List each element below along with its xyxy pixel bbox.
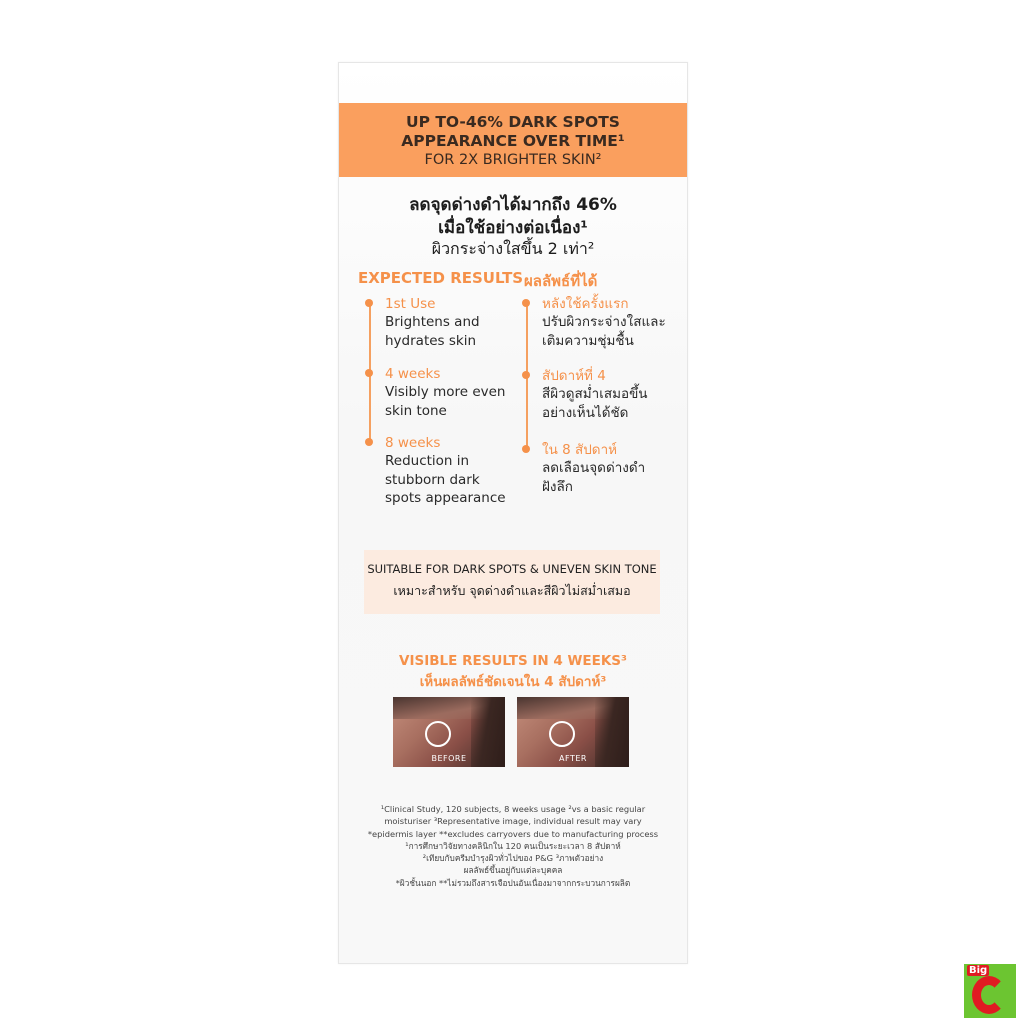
footnote-line: ผลลัพธ์ขึ้นอยู่กับแต่ละบุคคล bbox=[463, 865, 563, 876]
step-label: ใน 8 สัปดาห์ bbox=[542, 442, 618, 458]
step-text: ลดเลือนจุดด่างดำ bbox=[542, 460, 646, 476]
step-text: สีผิวดูสม่ำเสมอขึ้น bbox=[542, 386, 648, 402]
footnote-line: *ผิวชั้นนอก **ไม่รวมถึงสารเจือปนอันเนื่องมาจากกระบวนการผลิต bbox=[395, 877, 631, 888]
step-text: ฝังลึก bbox=[542, 478, 573, 495]
before-label: BEFORE bbox=[431, 754, 467, 763]
step-text: spots appearance bbox=[385, 490, 506, 506]
step-text: Brightens and bbox=[385, 314, 480, 330]
timeline-dot bbox=[365, 438, 373, 446]
step-label: สัปดาห์ที่ 4 bbox=[542, 368, 606, 384]
logo-c-shape bbox=[972, 976, 1006, 1014]
step-label: หลังใช้ครั้งแรก bbox=[542, 296, 629, 312]
timeline-dot bbox=[522, 445, 530, 453]
expected-results-title: EXPECTED RESULTS bbox=[358, 269, 524, 287]
after-photo bbox=[517, 697, 629, 767]
highlight-circle-icon bbox=[549, 721, 575, 747]
thai-headline-1: ลดจุดด่างดำได้มากถึง 46% bbox=[409, 195, 617, 215]
step-label: 8 weeks bbox=[385, 435, 441, 451]
step-text: hydrates skin bbox=[385, 332, 477, 349]
timeline-step bbox=[542, 295, 666, 350]
after-label: AFTER bbox=[559, 754, 587, 763]
thai-headline-3: ผิวกระจ่างใสขึ้น 2 เท่า² bbox=[431, 239, 595, 258]
step-text: ปรับผิวกระจ่างใสและ bbox=[542, 314, 666, 330]
product-panel bbox=[338, 62, 688, 964]
big-c-logo bbox=[964, 964, 1016, 1018]
step-text: เติมความชุ่มชื้น bbox=[542, 332, 634, 349]
before-photo bbox=[393, 697, 505, 767]
step-text: Visibly more even bbox=[385, 384, 506, 400]
footnote-line: *epidermis layer **excludes carryovers due to manufacturing process bbox=[367, 828, 659, 839]
timeline-dot bbox=[522, 371, 530, 379]
timeline-step bbox=[542, 367, 648, 422]
headline-banner bbox=[339, 103, 687, 177]
visible-results-title: VISIBLE RESULTS IN 4 WEEKS³ bbox=[399, 653, 627, 669]
step-label: 1st Use bbox=[385, 296, 436, 312]
step-text: stubborn dark bbox=[385, 471, 480, 488]
timeline-dot bbox=[365, 299, 373, 307]
visible-results-thai-title: เห็นผลลัพธ์ชัดเจนใน 4 สัปดาห์³ bbox=[419, 674, 607, 690]
footnotes bbox=[339, 803, 687, 889]
timeline-step bbox=[385, 365, 506, 420]
headline-line-1: UP TO-46% DARK SPOTS bbox=[406, 113, 620, 131]
thai-headline-2: เมื่อใช้อย่างต่อเนื่อง¹ bbox=[438, 218, 588, 238]
footnote-line: ²เทียบกับครีมบำรุงผิวทั่วไปของ P&G ³ภาพตัวอย่าง bbox=[422, 853, 604, 864]
suitable-for-text: SUITABLE FOR DARK SPOTS & UNEVEN SKIN TONE bbox=[367, 562, 657, 576]
timeline-dot bbox=[522, 299, 530, 307]
footnote-line: ¹Clinical Study, 120 subjects, 8 weeks usage ²vs a basic regular bbox=[380, 804, 646, 814]
suitable-for-thai-text: เหมาะสำหรับ จุดด่างดำและสีผิวไม่สม่ำเสมอ bbox=[393, 583, 631, 598]
timeline-step bbox=[385, 295, 480, 350]
footnote-line: moisturiser ³Representative image, individual result may vary bbox=[384, 816, 642, 827]
footnote-line: ¹การศึกษาวิจัยทางคลินิกใน 120 คนเป็นระยะเวลา 8 สัปดาห์ bbox=[405, 840, 621, 851]
step-text: Reduction in bbox=[385, 453, 470, 469]
timeline-step bbox=[385, 434, 506, 508]
timeline-dot bbox=[365, 369, 373, 377]
headline-line-3: FOR 2X BRIGHTER SKIN² bbox=[424, 152, 602, 168]
suitable-for-box bbox=[364, 550, 660, 614]
highlight-circle-icon bbox=[425, 721, 451, 747]
timeline-step bbox=[542, 441, 645, 496]
step-label: 4 weeks bbox=[385, 366, 441, 382]
step-text: skin tone bbox=[385, 402, 447, 419]
step-text: อย่างเห็นได้ชัด bbox=[542, 404, 629, 421]
thai-results-title: ผลลัพธ์ที่ได้ bbox=[524, 272, 598, 290]
headline-line-2: APPEARANCE OVER TIME¹ bbox=[401, 132, 625, 150]
logo-text: Big bbox=[969, 965, 988, 976]
